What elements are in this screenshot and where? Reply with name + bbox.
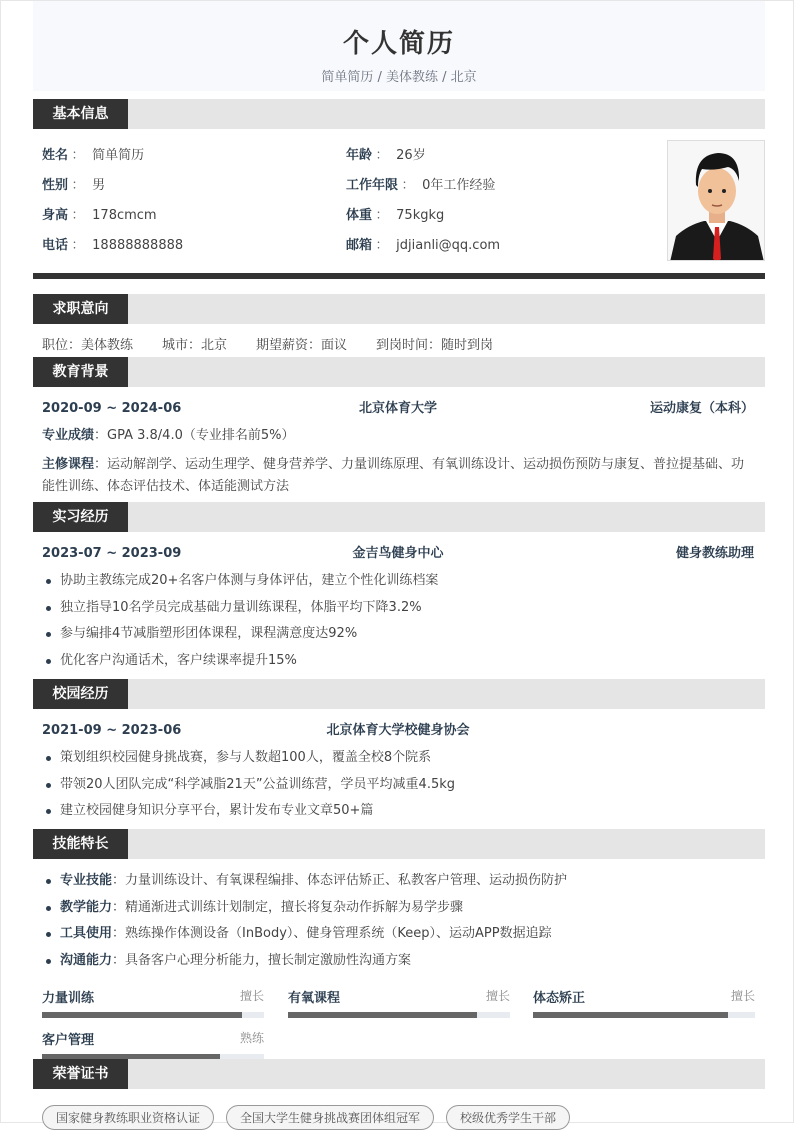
skills-list: [42, 871, 567, 977]
info-height: [42, 206, 342, 226]
info-gender: [42, 176, 342, 196]
section-edu-header: [33, 357, 765, 387]
colon: ：: [71, 208, 85, 223]
label: 年龄: [346, 148, 373, 163]
edu-courses: [42, 454, 756, 498]
value: ：精通渐进式训练计划制定，擅长将复杂动作拆解为易学步骤: [112, 899, 464, 915]
skill-name: 客户管理: [42, 1033, 95, 1048]
value: jdjianli@qq.com: [396, 238, 501, 253]
colon: ：: [401, 178, 415, 193]
value: 18888888888: [92, 238, 184, 253]
campus-org: 北京体育大学校健身协会: [326, 723, 470, 738]
intent-start: 到岗时间：随时到岗: [376, 338, 494, 353]
value: 75kgkg: [396, 208, 445, 223]
value: ：GPA 3.8/4.0（专业排名前5%）: [94, 428, 295, 443]
section-honors-header: [33, 1059, 765, 1089]
section-title: 基本信息: [33, 99, 128, 129]
list-item: [42, 898, 567, 925]
section-campus-header: [33, 679, 765, 709]
value: ：力量训练设计、有氧课程编排、体态评估矫正、私教客户管理、运动损伤防护: [112, 873, 568, 888]
edu-date: 2020-09 ~ 2024-06: [42, 401, 182, 416]
skill-level: 擅长: [485, 989, 510, 1003]
avatar-photo: [667, 140, 765, 261]
label: 体重: [346, 208, 373, 223]
intent-salary: 期望薪资：面议: [256, 338, 348, 353]
label: 姓名: [42, 148, 69, 163]
list-item: [42, 951, 567, 978]
divider: [33, 273, 765, 279]
colon: ：: [71, 238, 85, 253]
edu-school: 北京体育大学: [358, 401, 437, 416]
list-item: 参与编排4节减脂塑形团体课程，课程满意度达92%: [42, 624, 438, 651]
page-subtitle: 简单简历 / 美体教练 / 北京: [321, 70, 477, 85]
list-item: 协助主教练完成20+名客户体测与身体评估，建立个性化训练档案: [42, 571, 438, 598]
colon: ：: [375, 148, 389, 163]
label: 专业技能: [60, 873, 113, 888]
info-weight: [346, 206, 646, 226]
list-item: [42, 924, 567, 951]
edu-major: 运动康复（本科）: [649, 401, 754, 416]
section-intent-header: [33, 294, 765, 324]
page-title: 个人简历: [342, 29, 455, 59]
section-title: 教育背景: [33, 357, 128, 387]
skill-name: 体态矫正: [533, 991, 586, 1006]
skill-fill: [533, 1012, 728, 1018]
list-item: 带领20人团队完成“科学减脂21天”公益训练营，学员平均减重4.5kg: [42, 775, 455, 802]
list-item: 建立校园健身知识分享平台，累计发布专业文章50+篇: [42, 801, 455, 828]
honor-tag: 国家健身教练职业资格认证: [42, 1105, 214, 1130]
intern-company: 金吉鸟健身中心: [352, 546, 444, 561]
section-title: 校园经历: [33, 679, 128, 709]
list-item: 独立指导10名学员完成基础力量训练课程，体脂平均下降3.2%: [42, 598, 438, 625]
label: 沟通能力: [60, 952, 113, 968]
skill-level: 熟练: [239, 1031, 264, 1045]
edu-row: [42, 399, 754, 419]
info-phone: [42, 236, 342, 256]
value: 男: [92, 178, 106, 193]
label: 邮箱: [346, 238, 373, 253]
skill-name: 有氧课程: [288, 991, 341, 1006]
intern-date: 2023-07 ~ 2023-09: [42, 546, 182, 561]
campus-date: 2021-09 ~ 2023-06: [42, 723, 182, 738]
info-age: [346, 146, 646, 166]
campus-list: [42, 748, 455, 828]
section-title: 求职意向: [33, 294, 128, 324]
value: 26岁: [396, 148, 426, 163]
value: 简单简历: [92, 148, 145, 163]
skill-fill: [288, 1012, 477, 1018]
label: 专业成绩: [42, 428, 95, 443]
skill-fill: [42, 1012, 242, 1018]
honor-tags: [42, 1105, 570, 1130]
honor-tag: 全国大学生健身挑战赛团体组冠军: [226, 1105, 434, 1130]
value: 178cmcm: [92, 208, 157, 223]
value: 0年工作经验: [422, 178, 496, 193]
skill-bar: [533, 987, 755, 1018]
section-skills-header: [33, 829, 765, 859]
value: ：运动解剖学、运动生理学、健身营养学、力量训练原理、有氧训练设计、运动损伤预防与康复、普拉提基础、功能性训练、体态评估技术、体适能测试方法: [42, 457, 745, 494]
value: ：熟练操作体测设备（InBody）、健身管理系统（Keep）、运动APP数据追踪: [112, 926, 552, 941]
edu-gpa: [42, 426, 294, 446]
colon: ：: [375, 208, 389, 223]
skill-level: 擅长: [730, 989, 755, 1003]
campus-row: [42, 721, 754, 741]
skill-bars: [42, 987, 762, 1057]
colon: ：: [71, 148, 85, 163]
skill-level: 擅长: [239, 989, 264, 1003]
colon: ：: [375, 238, 389, 253]
label: 主修课程: [42, 457, 95, 472]
section-title: 实习经历: [33, 502, 128, 532]
label: 电话: [42, 238, 69, 253]
label: 性别: [42, 178, 69, 193]
list-item: 策划组织校园健身挑战赛，参与人数超100人，覆盖全校8个院系: [42, 748, 455, 775]
info-experience: [346, 176, 646, 196]
info-name: [42, 146, 342, 166]
label: 身高: [42, 208, 69, 223]
section-basic-header: [33, 99, 765, 129]
resume-header: [33, 1, 765, 91]
skill-name: 力量训练: [42, 991, 95, 1006]
section-intern-header: [33, 502, 765, 532]
avatar-illustration: [668, 141, 765, 261]
job-intent: [42, 336, 493, 356]
intern-role: 健身教练助理: [675, 546, 754, 561]
label: 工作年限: [346, 178, 399, 193]
list-item: [42, 871, 567, 898]
label: 教学能力: [60, 899, 113, 915]
honor-tag: 校级优秀学生干部: [446, 1105, 570, 1130]
skill-bar: [42, 987, 264, 1018]
section-title: 荣誉证书: [33, 1059, 128, 1089]
intent-city: 城市：北京: [162, 338, 228, 353]
intent-position: 职位：美体教练: [42, 338, 134, 353]
info-email: [346, 236, 646, 256]
list-item: 优化客户沟通话术，客户续课率提升15%: [42, 651, 438, 678]
colon: ：: [71, 178, 85, 193]
intern-list: [42, 571, 438, 677]
value: ：具备客户心理分析能力，擅长制定激励性沟通方案: [112, 952, 412, 968]
section-title: 技能特长: [33, 829, 128, 859]
label: 工具使用: [60, 926, 113, 941]
skill-bar: [288, 987, 510, 1018]
intern-row: [42, 544, 754, 564]
skill-bar: [42, 1029, 264, 1060]
